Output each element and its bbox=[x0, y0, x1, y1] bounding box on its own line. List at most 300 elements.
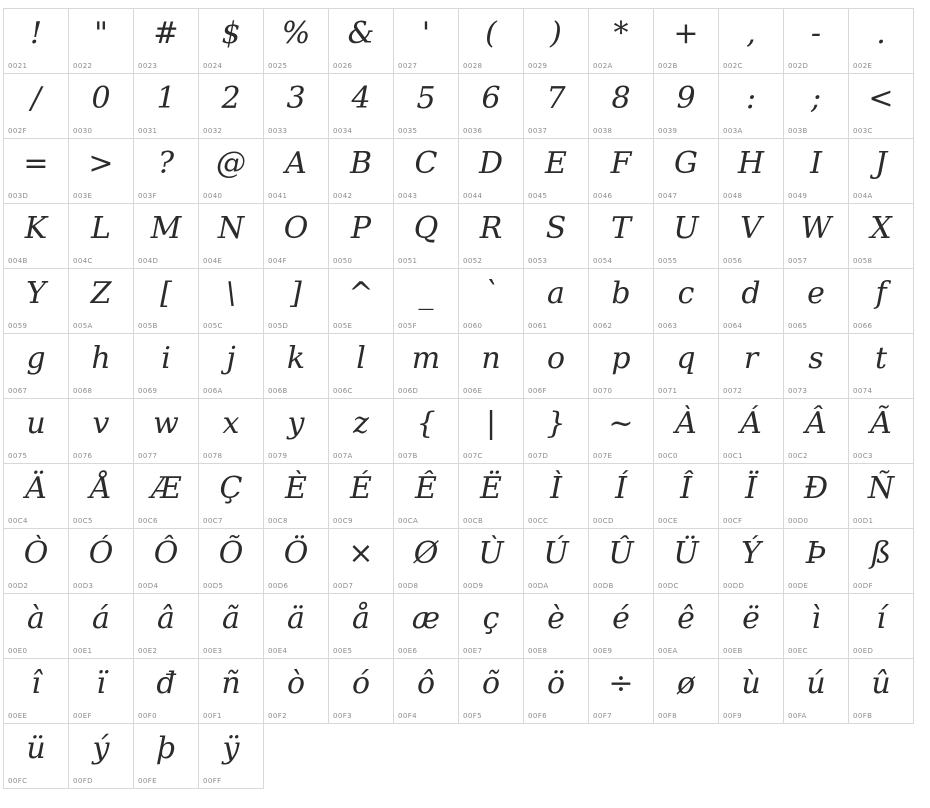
glyph-cell[interactable] bbox=[589, 204, 654, 269]
glyph-unicode-code: 00F8 bbox=[658, 712, 677, 720]
glyph-character: b bbox=[611, 276, 631, 311]
glyph-cell[interactable] bbox=[4, 74, 69, 139]
glyph-cell[interactable] bbox=[69, 334, 134, 399]
glyph-character: d bbox=[741, 276, 761, 311]
glyph-cell[interactable] bbox=[264, 74, 329, 139]
glyph-unicode-code: 00C6 bbox=[138, 517, 158, 525]
glyph-character: Ô bbox=[153, 536, 179, 571]
glyph-cell[interactable] bbox=[849, 464, 914, 529]
glyph-cell[interactable] bbox=[134, 204, 199, 269]
glyph-unicode-code: 00CB bbox=[463, 517, 484, 525]
glyph-cell[interactable] bbox=[394, 399, 459, 464]
glyph-cell[interactable] bbox=[719, 269, 784, 334]
glyph-cell[interactable] bbox=[589, 659, 654, 724]
glyph-cell[interactable] bbox=[654, 9, 719, 74]
glyph-character: ø bbox=[676, 666, 696, 701]
glyph-cell[interactable] bbox=[199, 529, 264, 594]
glyph-unicode-code: 0063 bbox=[658, 322, 678, 330]
glyph-character: þ bbox=[156, 731, 176, 766]
glyph-unicode-code: 00D7 bbox=[333, 582, 354, 590]
glyph-cell[interactable] bbox=[394, 659, 459, 724]
glyph-cell[interactable] bbox=[849, 529, 914, 594]
glyph-cell[interactable] bbox=[394, 334, 459, 399]
glyph-character: ] bbox=[290, 276, 302, 311]
glyph-character: T bbox=[610, 211, 631, 246]
glyph-cell[interactable] bbox=[199, 464, 264, 529]
glyph-cell[interactable] bbox=[329, 204, 394, 269]
glyph-cell[interactable] bbox=[459, 204, 524, 269]
glyph-character: N bbox=[217, 211, 245, 246]
glyph-cell[interactable] bbox=[4, 139, 69, 204]
glyph-cell[interactable] bbox=[654, 399, 719, 464]
glyph-cell[interactable] bbox=[329, 659, 394, 724]
glyph-unicode-code: 003D bbox=[8, 192, 29, 200]
glyph-cell[interactable] bbox=[394, 74, 459, 139]
glyph-character: 4 bbox=[351, 81, 371, 116]
glyph-cell[interactable] bbox=[199, 724, 264, 789]
glyph-unicode-code: 00F6 bbox=[528, 712, 547, 720]
glyph-unicode-code: 0078 bbox=[203, 452, 223, 460]
glyph-cell[interactable] bbox=[849, 594, 914, 659]
glyph-character: w bbox=[153, 406, 179, 441]
glyph-unicode-code: 005F bbox=[398, 322, 417, 330]
glyph-cell-empty bbox=[784, 724, 849, 789]
glyph-cell[interactable] bbox=[394, 9, 459, 74]
glyph-cell[interactable] bbox=[264, 659, 329, 724]
glyph-unicode-code: 00C0 bbox=[658, 452, 678, 460]
glyph-cell[interactable] bbox=[69, 399, 134, 464]
glyph-unicode-code: 00DD bbox=[723, 582, 745, 590]
glyph-character: û bbox=[871, 666, 891, 701]
glyph-character: a bbox=[547, 276, 565, 311]
glyph-cell[interactable] bbox=[4, 399, 69, 464]
glyph-unicode-code: 0042 bbox=[333, 192, 353, 200]
glyph-cell-empty bbox=[394, 724, 459, 789]
glyph-unicode-code: 00F2 bbox=[268, 712, 287, 720]
glyph-cell[interactable] bbox=[784, 74, 849, 139]
glyph-character: ó bbox=[351, 666, 371, 701]
glyph-unicode-code: 0049 bbox=[788, 192, 808, 200]
glyph-cell[interactable] bbox=[849, 9, 914, 74]
glyph-unicode-code: 0075 bbox=[8, 452, 28, 460]
glyph-cell[interactable] bbox=[784, 334, 849, 399]
glyph-cell[interactable] bbox=[264, 399, 329, 464]
glyph-cell[interactable] bbox=[849, 659, 914, 724]
glyph-cell[interactable] bbox=[719, 659, 784, 724]
glyph-cell[interactable] bbox=[4, 529, 69, 594]
glyph-unicode-code: 0062 bbox=[593, 322, 613, 330]
glyph-unicode-code: 0043 bbox=[398, 192, 418, 200]
glyph-unicode-code: 0057 bbox=[788, 257, 808, 265]
glyph-character: c bbox=[677, 276, 695, 311]
glyph-cell[interactable] bbox=[69, 269, 134, 334]
glyph-cell[interactable] bbox=[4, 334, 69, 399]
glyph-cell[interactable] bbox=[394, 529, 459, 594]
glyph-cell[interactable] bbox=[849, 399, 914, 464]
glyph-cell[interactable] bbox=[524, 464, 589, 529]
glyph-cell[interactable] bbox=[134, 464, 199, 529]
glyph-cell[interactable] bbox=[134, 659, 199, 724]
glyph-character: è bbox=[547, 601, 565, 636]
glyph-character: Y bbox=[26, 276, 46, 311]
glyph-cell[interactable] bbox=[654, 464, 719, 529]
glyph-cell[interactable] bbox=[264, 594, 329, 659]
glyph-character: Â bbox=[805, 406, 827, 441]
glyph-unicode-code: 003E bbox=[73, 192, 93, 200]
glyph-unicode-code: 00C5 bbox=[73, 517, 93, 525]
glyph-unicode-code: 003B bbox=[788, 127, 808, 135]
glyph-cell[interactable] bbox=[69, 529, 134, 594]
glyph-cell[interactable] bbox=[654, 529, 719, 594]
glyph-cell[interactable] bbox=[524, 334, 589, 399]
glyph-cell[interactable] bbox=[199, 594, 264, 659]
glyph-unicode-code: 00C4 bbox=[8, 517, 28, 525]
glyph-cell[interactable] bbox=[134, 74, 199, 139]
glyph-unicode-code: 0058 bbox=[853, 257, 873, 265]
glyph-cell[interactable] bbox=[134, 139, 199, 204]
glyph-cell[interactable] bbox=[719, 464, 784, 529]
glyph-cell[interactable] bbox=[719, 334, 784, 399]
glyph-character: È bbox=[285, 471, 307, 506]
glyph-cell[interactable] bbox=[524, 659, 589, 724]
glyph-character: 7 bbox=[546, 81, 566, 116]
glyph-character: ` bbox=[483, 276, 499, 311]
glyph-cell[interactable] bbox=[264, 529, 329, 594]
glyph-character: ü bbox=[26, 731, 46, 766]
glyph-character: " bbox=[94, 16, 108, 51]
glyph-unicode-code: 002F bbox=[8, 127, 27, 135]
glyph-cell[interactable] bbox=[719, 529, 784, 594]
glyph-cell[interactable] bbox=[199, 204, 264, 269]
glyph-cell[interactable] bbox=[329, 334, 394, 399]
glyph-unicode-code: 004E bbox=[203, 257, 223, 265]
glyph-unicode-code: 007A bbox=[333, 452, 353, 460]
glyph-unicode-code: 00C9 bbox=[333, 517, 353, 525]
glyph-character: Ø bbox=[413, 536, 439, 571]
glyph-character: Ç bbox=[219, 471, 243, 506]
glyph-character: D bbox=[478, 146, 504, 181]
glyph-cell[interactable] bbox=[784, 594, 849, 659]
glyph-cell[interactable] bbox=[69, 464, 134, 529]
glyph-cell[interactable] bbox=[784, 9, 849, 74]
glyph-cell[interactable] bbox=[524, 594, 589, 659]
glyph-unicode-code: 0055 bbox=[658, 257, 678, 265]
glyph-cell[interactable] bbox=[134, 334, 199, 399]
glyph-character: { bbox=[416, 406, 436, 441]
glyph-cell[interactable] bbox=[394, 594, 459, 659]
glyph-unicode-code: 00FF bbox=[203, 777, 222, 785]
glyph-unicode-code: 006A bbox=[203, 387, 223, 395]
glyph-cell[interactable] bbox=[459, 464, 524, 529]
glyph-cell[interactable] bbox=[329, 139, 394, 204]
glyph-cell[interactable] bbox=[524, 204, 589, 269]
glyph-character: s bbox=[808, 341, 824, 376]
glyph-character: æ bbox=[411, 601, 441, 636]
glyph-character: m bbox=[411, 341, 441, 376]
glyph-cell[interactable] bbox=[589, 74, 654, 139]
glyph-cell[interactable] bbox=[459, 659, 524, 724]
glyph-cell[interactable] bbox=[849, 74, 914, 139]
glyph-unicode-code: 0022 bbox=[73, 62, 93, 70]
glyph-cell[interactable] bbox=[589, 464, 654, 529]
glyph-cell[interactable] bbox=[459, 269, 524, 334]
glyph-cell[interactable] bbox=[199, 334, 264, 399]
glyph-cell[interactable] bbox=[654, 594, 719, 659]
glyph-unicode-code: 0038 bbox=[593, 127, 613, 135]
glyph-unicode-code: 005B bbox=[138, 322, 158, 330]
glyph-character: ^ bbox=[348, 276, 374, 311]
glyph-cell[interactable] bbox=[394, 139, 459, 204]
glyph-unicode-code: 00EF bbox=[73, 712, 92, 720]
glyph-cell[interactable] bbox=[264, 139, 329, 204]
glyph-cell[interactable] bbox=[134, 9, 199, 74]
glyph-cell[interactable] bbox=[329, 74, 394, 139]
glyph-character: õ bbox=[481, 666, 501, 701]
glyph-character: - bbox=[810, 16, 822, 51]
glyph-unicode-code: 0024 bbox=[203, 62, 223, 70]
glyph-character: < bbox=[868, 81, 894, 116]
glyph-character: j bbox=[226, 341, 236, 376]
glyph-unicode-code: 0032 bbox=[203, 127, 223, 135]
glyph-unicode-code: 00E3 bbox=[203, 647, 223, 655]
glyph-cell[interactable] bbox=[329, 594, 394, 659]
glyph-cell[interactable] bbox=[589, 139, 654, 204]
glyph-character: Æ bbox=[150, 471, 182, 506]
glyph-character: ; bbox=[810, 81, 822, 116]
glyph-character: L bbox=[91, 211, 111, 246]
glyph-character: ~ bbox=[608, 406, 634, 441]
glyph-cell[interactable] bbox=[4, 659, 69, 724]
glyph-unicode-code: 00E4 bbox=[268, 647, 288, 655]
glyph-cell[interactable] bbox=[524, 529, 589, 594]
glyph-character: Ê bbox=[415, 471, 437, 506]
glyph-cell[interactable] bbox=[4, 464, 69, 529]
glyph-character: à bbox=[27, 601, 45, 636]
glyph-cell[interactable] bbox=[459, 399, 524, 464]
glyph-unicode-code: 002A bbox=[593, 62, 613, 70]
glyph-unicode-code: 0076 bbox=[73, 452, 93, 460]
glyph-cell[interactable] bbox=[4, 204, 69, 269]
glyph-unicode-code: 00FB bbox=[853, 712, 873, 720]
glyph-unicode-code: 0035 bbox=[398, 127, 418, 135]
glyph-character: q bbox=[676, 341, 696, 376]
glyph-character: | bbox=[485, 406, 497, 441]
glyph-cell[interactable] bbox=[784, 399, 849, 464]
glyph-cell[interactable] bbox=[69, 594, 134, 659]
glyph-cell[interactable] bbox=[524, 269, 589, 334]
glyph-cell[interactable] bbox=[4, 594, 69, 659]
glyph-character: # bbox=[153, 16, 179, 51]
glyph-cell[interactable] bbox=[199, 659, 264, 724]
glyph-cell[interactable] bbox=[264, 334, 329, 399]
glyph-map-grid bbox=[3, 8, 914, 789]
glyph-cell[interactable] bbox=[329, 464, 394, 529]
glyph-cell[interactable] bbox=[654, 204, 719, 269]
glyph-character: × bbox=[348, 536, 374, 571]
glyph-cell[interactable] bbox=[849, 334, 914, 399]
glyph-cell[interactable] bbox=[329, 269, 394, 334]
glyph-unicode-code: 00E6 bbox=[398, 647, 418, 655]
glyph-cell[interactable] bbox=[654, 269, 719, 334]
glyph-character: I bbox=[810, 146, 822, 181]
glyph-cell[interactable] bbox=[69, 139, 134, 204]
glyph-cell[interactable] bbox=[719, 594, 784, 659]
glyph-unicode-code: 004C bbox=[73, 257, 93, 265]
glyph-character: 1 bbox=[156, 81, 176, 116]
glyph-unicode-code: 00F4 bbox=[398, 712, 417, 720]
glyph-character: F bbox=[610, 146, 632, 181]
glyph-cell[interactable] bbox=[589, 9, 654, 74]
glyph-unicode-code: 0025 bbox=[268, 62, 288, 70]
glyph-unicode-code: 00C3 bbox=[853, 452, 873, 460]
glyph-character: î bbox=[31, 666, 41, 701]
glyph-character: Í bbox=[615, 471, 627, 506]
glyph-cell[interactable] bbox=[4, 724, 69, 789]
glyph-character: A bbox=[285, 146, 307, 181]
glyph-cell[interactable] bbox=[589, 399, 654, 464]
glyph-cell[interactable] bbox=[329, 399, 394, 464]
glyph-cell[interactable] bbox=[784, 139, 849, 204]
glyph-cell[interactable] bbox=[654, 74, 719, 139]
glyph-cell[interactable] bbox=[849, 139, 914, 204]
glyph-cell[interactable] bbox=[784, 659, 849, 724]
glyph-cell[interactable] bbox=[329, 9, 394, 74]
glyph-cell[interactable] bbox=[459, 334, 524, 399]
glyph-cell-empty bbox=[329, 724, 394, 789]
glyph-cell[interactable] bbox=[524, 74, 589, 139]
glyph-unicode-code: 00D1 bbox=[853, 517, 874, 525]
glyph-cell[interactable] bbox=[654, 334, 719, 399]
glyph-cell[interactable] bbox=[199, 139, 264, 204]
glyph-cell[interactable] bbox=[199, 74, 264, 139]
glyph-cell[interactable] bbox=[134, 399, 199, 464]
glyph-character: K bbox=[24, 211, 48, 246]
glyph-cell[interactable] bbox=[264, 464, 329, 529]
glyph-cell[interactable] bbox=[69, 204, 134, 269]
glyph-cell[interactable] bbox=[4, 9, 69, 74]
glyph-cell[interactable] bbox=[784, 204, 849, 269]
glyph-cell[interactable] bbox=[264, 204, 329, 269]
glyph-character: Ý bbox=[741, 536, 761, 571]
glyph-unicode-code: 0044 bbox=[463, 192, 483, 200]
glyph-cell-empty bbox=[264, 724, 329, 789]
glyph-cell[interactable] bbox=[199, 399, 264, 464]
glyph-cell[interactable] bbox=[719, 74, 784, 139]
glyph-character: U bbox=[673, 211, 699, 246]
glyph-character: Ì bbox=[550, 471, 562, 506]
glyph-unicode-code: 00EB bbox=[723, 647, 743, 655]
glyph-unicode-code: 002C bbox=[723, 62, 743, 70]
glyph-character: V bbox=[740, 211, 762, 246]
glyph-character: Z bbox=[90, 276, 112, 311]
glyph-cell[interactable] bbox=[459, 529, 524, 594]
glyph-cell[interactable] bbox=[69, 659, 134, 724]
glyph-unicode-code: 0077 bbox=[138, 452, 158, 460]
glyph-unicode-code: 006E bbox=[463, 387, 483, 395]
glyph-cell[interactable] bbox=[459, 74, 524, 139]
glyph-cell[interactable] bbox=[589, 529, 654, 594]
glyph-cell[interactable] bbox=[719, 204, 784, 269]
glyph-cell[interactable] bbox=[784, 529, 849, 594]
glyph-cell[interactable] bbox=[264, 269, 329, 334]
glyph-cell[interactable] bbox=[459, 139, 524, 204]
glyph-unicode-code: 00DB bbox=[593, 582, 614, 590]
glyph-cell[interactable] bbox=[459, 9, 524, 74]
glyph-unicode-code: 0027 bbox=[398, 62, 418, 70]
glyph-cell[interactable] bbox=[589, 334, 654, 399]
glyph-cell[interactable] bbox=[134, 269, 199, 334]
glyph-cell[interactable] bbox=[394, 464, 459, 529]
glyph-unicode-code: 00E9 bbox=[593, 647, 613, 655]
glyph-cell[interactable] bbox=[69, 74, 134, 139]
glyph-cell[interactable] bbox=[69, 9, 134, 74]
glyph-unicode-code: 0028 bbox=[463, 62, 483, 70]
glyph-cell[interactable] bbox=[459, 594, 524, 659]
glyph-cell[interactable] bbox=[134, 594, 199, 659]
glyph-cell[interactable] bbox=[524, 139, 589, 204]
glyph-cell[interactable] bbox=[199, 269, 264, 334]
glyph-cell[interactable] bbox=[4, 269, 69, 334]
glyph-character: : bbox=[745, 81, 757, 116]
glyph-cell[interactable] bbox=[654, 139, 719, 204]
glyph-cell[interactable] bbox=[719, 139, 784, 204]
glyph-character: h bbox=[91, 341, 111, 376]
glyph-cell[interactable] bbox=[784, 269, 849, 334]
glyph-character: Ð bbox=[803, 471, 829, 506]
glyph-cell[interactable] bbox=[69, 724, 134, 789]
glyph-cell[interactable] bbox=[719, 9, 784, 74]
glyph-cell[interactable] bbox=[849, 204, 914, 269]
glyph-cell[interactable] bbox=[589, 594, 654, 659]
glyph-cell[interactable] bbox=[849, 269, 914, 334]
glyph-cell[interactable] bbox=[329, 529, 394, 594]
glyph-character: ý bbox=[92, 731, 110, 766]
glyph-cell[interactable] bbox=[524, 9, 589, 74]
glyph-cell[interactable] bbox=[199, 9, 264, 74]
glyph-unicode-code: 0051 bbox=[398, 257, 418, 265]
glyph-unicode-code: 0066 bbox=[853, 322, 873, 330]
glyph-character: X bbox=[870, 211, 892, 246]
glyph-character: é bbox=[612, 601, 630, 636]
glyph-cell[interactable] bbox=[654, 659, 719, 724]
glyph-cell[interactable] bbox=[524, 399, 589, 464]
glyph-unicode-code: 005A bbox=[73, 322, 93, 330]
glyph-cell[interactable] bbox=[784, 464, 849, 529]
glyph-character: ß bbox=[870, 536, 892, 571]
glyph-unicode-code: 003C bbox=[853, 127, 873, 135]
glyph-character: ) bbox=[550, 16, 562, 51]
glyph-cell[interactable] bbox=[394, 204, 459, 269]
glyph-unicode-code: 007E bbox=[593, 452, 613, 460]
glyph-cell-empty bbox=[719, 724, 784, 789]
glyph-cell[interactable] bbox=[264, 9, 329, 74]
glyph-character: z bbox=[353, 406, 369, 441]
glyph-cell[interactable] bbox=[134, 529, 199, 594]
glyph-cell[interactable] bbox=[719, 399, 784, 464]
glyph-unicode-code: 0059 bbox=[8, 322, 28, 330]
glyph-character: C bbox=[414, 146, 438, 181]
glyph-unicode-code: 0061 bbox=[528, 322, 548, 330]
glyph-character: Ñ bbox=[867, 471, 895, 506]
glyph-character: Ó bbox=[88, 536, 114, 571]
glyph-unicode-code: 00C2 bbox=[788, 452, 808, 460]
glyph-unicode-code: 0074 bbox=[853, 387, 873, 395]
glyph-unicode-code: 00DC bbox=[658, 582, 679, 590]
glyph-cell[interactable] bbox=[134, 724, 199, 789]
glyph-cell[interactable] bbox=[589, 269, 654, 334]
glyph-character: . bbox=[876, 16, 886, 51]
glyph-cell[interactable] bbox=[394, 269, 459, 334]
